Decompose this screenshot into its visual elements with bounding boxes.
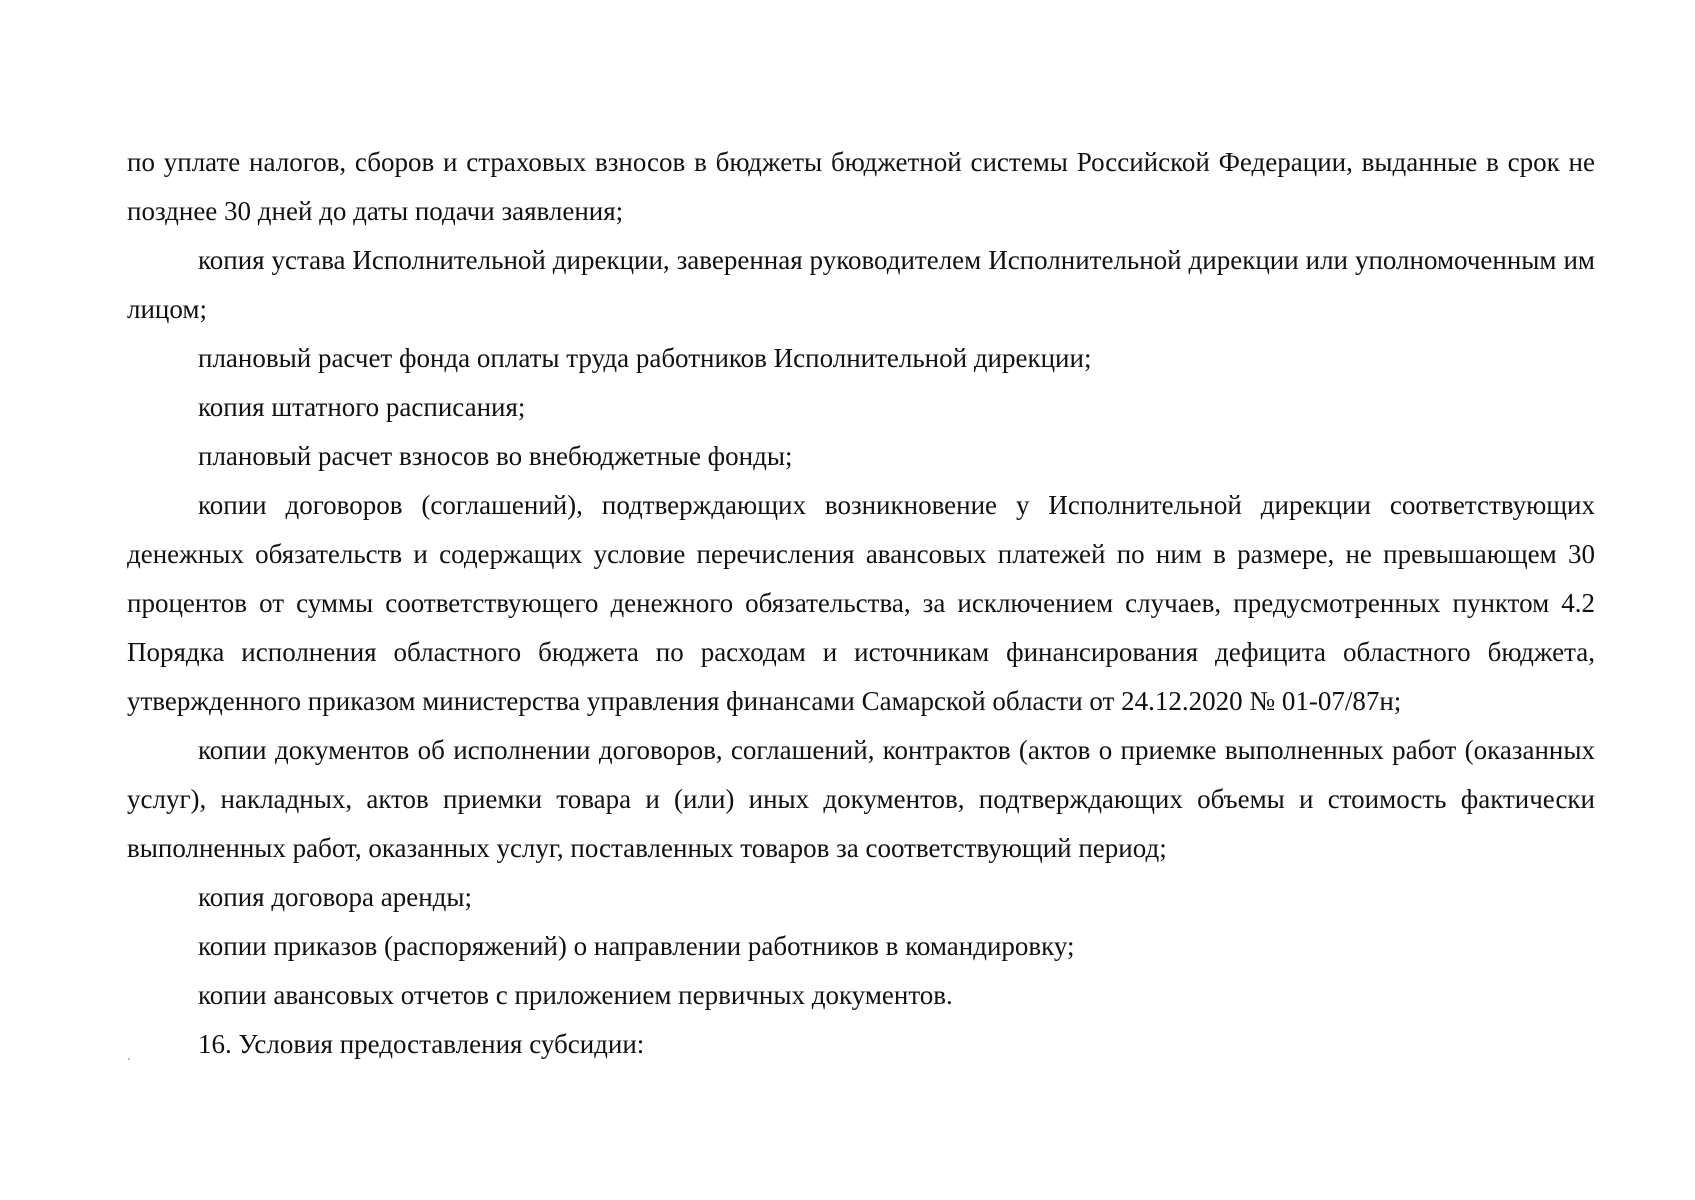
paragraph-staff-schedule: копия штатного расписания; [198,392,526,422]
paragraph-business-trip-orders: копии приказов (распоряжений) о направлении работников в командировку; [198,931,1075,961]
document-body [127,138,1595,1069]
paragraph-execution-documents: копии документов об исполнении договоров, соглашений, контрактов (актов о приемке выполненных работ (оказанных услуг), накладных, актов приемки товара и (или) иных документов, подтверждающих объемы и стоимость фактически выполненных работ, оказанных услуг, поставленных товаров за соответствующий период; [127,735,1595,863]
paragraph-lease-agreement: копия договора аренды; [198,882,473,912]
paragraph-tax-certificates: по уплате налогов, сборов и страховых взносов в бюджеты бюджетной системы Российской Федерации, выданные в срок не позднее 30 дней до даты подачи заявления; [127,147,1595,226]
paragraph-charter-copy: копия устава Исполнительной дирекции, заверенная руководителем Исполнительной дирекции или уполномоченным им лицом; [127,245,1595,324]
paragraph-contract-copies: копии договоров (соглашений), подтверждающих возникновение у Исполнительной дирекции соответствующих денежных обязательств и содержащих условие перечисления авансовых платежей по ним в размере, не превышающем 30 процентов от суммы соответствующего денежного обязательства, за исключением случаев, предусмотренных пунктом 4.2 Порядка исполнения областного бюджета по расходам и источникам финансирования дефицита областного бюджета, утвержденного приказом министерства управления финансами Самарской области от 24.12.2020 № 01-07/87н; [127,490,1595,716]
paragraph-contributions-calculation: плановый расчет взносов во внебюджетные фонды; [198,441,793,471]
paragraph-advance-reports: копии авансовых отчетов с приложением первичных документов. [198,980,953,1010]
section-heading-16: 16. Условия предоставления субсидии: [198,1029,645,1059]
scan-artifact [128,1058,130,1060]
paragraph-payroll-calculation: плановый расчет фонда оплаты труда работников Исполнительной дирекции; [198,343,1092,373]
